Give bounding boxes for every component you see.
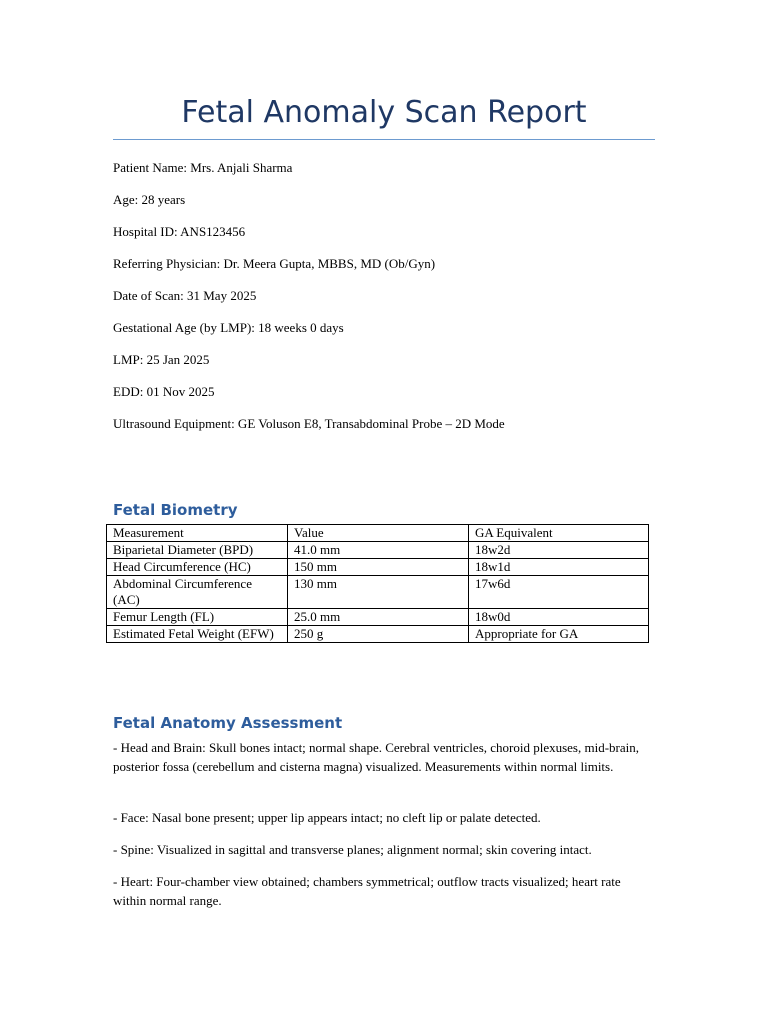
- table-cell: Appropriate for GA: [469, 626, 649, 643]
- column-header: Value: [288, 525, 469, 542]
- referring-physician: Referring Physician: Dr. Meera Gupta, MBBS, MD (Ob/Gyn): [113, 256, 436, 271]
- edd-date: EDD: 01 Nov 2025: [113, 384, 215, 399]
- table-cell: 41.0 mm: [288, 542, 469, 559]
- table-row: [107, 542, 649, 559]
- anatomy-spine: - Spine: Visualized in sagittal and transverse planes; alignment normal; skin covering intact.: [113, 842, 592, 857]
- lmp-date: LMP: 25 Jan 2025: [113, 352, 210, 367]
- table-cell: Abdominal Circumference (AC): [107, 576, 288, 609]
- report-title: Fetal Anomaly Scan Report: [181, 95, 587, 130]
- gestational-age: Gestational Age (by LMP): 18 weeks 0 days: [113, 320, 344, 335]
- table-cell: 130 mm: [288, 576, 469, 609]
- hospital-id: Hospital ID: ANS123456: [113, 224, 246, 239]
- title-divider: [113, 139, 655, 140]
- anatomy-heart: - Heart: Four-chamber view obtained; chambers symmetrical; outflow tracts visualized; heart rate within normal range.: [113, 874, 621, 908]
- biometry-heading: Fetal Biometry: [113, 501, 238, 519]
- column-header: Measurement: [107, 525, 288, 542]
- anatomy-heading: Fetal Anatomy Assessment: [113, 714, 343, 732]
- table-cell: 250 g: [288, 626, 469, 643]
- table-cell: 18w2d: [469, 542, 649, 559]
- table-cell: 18w0d: [469, 609, 649, 626]
- table-row: [107, 576, 649, 609]
- table-cell: Biparietal Diameter (BPD): [107, 542, 288, 559]
- table-cell: Head Circumference (HC): [107, 559, 288, 576]
- patient-name: Patient Name: Mrs. Anjali Sharma: [113, 160, 293, 175]
- table-cell: 150 mm: [288, 559, 469, 576]
- table-cell: Estimated Fetal Weight (EFW): [107, 626, 288, 643]
- table-cell: 17w6d: [469, 576, 649, 609]
- scan-date: Date of Scan: 31 May 2025: [113, 288, 257, 303]
- table-row: [107, 559, 649, 576]
- anatomy-head-brain: - Head and Brain: Skull bones intact; normal shape. Cerebral ventricles, choroid plexuses, mid-brain, posterior fossa (cerebellum and cisterna magna) visualized. Measurements within normal limits.: [113, 740, 639, 774]
- ultrasound-equipment: Ultrasound Equipment: GE Voluson E8, Transabdominal Probe – 2D Mode: [113, 416, 505, 431]
- biometry-table: [106, 524, 649, 643]
- table-row: [107, 609, 649, 626]
- patient-age: Age: 28 years: [113, 192, 186, 207]
- table-cell: 18w1d: [469, 559, 649, 576]
- table-header-row: [107, 525, 649, 542]
- column-header: GA Equivalent: [469, 525, 649, 542]
- table-cell: 25.0 mm: [288, 609, 469, 626]
- table-cell: Femur Length (FL): [107, 609, 288, 626]
- table-row: [107, 626, 649, 643]
- anatomy-face: - Face: Nasal bone present; upper lip appears intact; no cleft lip or palate detected.: [113, 810, 541, 825]
- patient-info-list: [113, 159, 505, 447]
